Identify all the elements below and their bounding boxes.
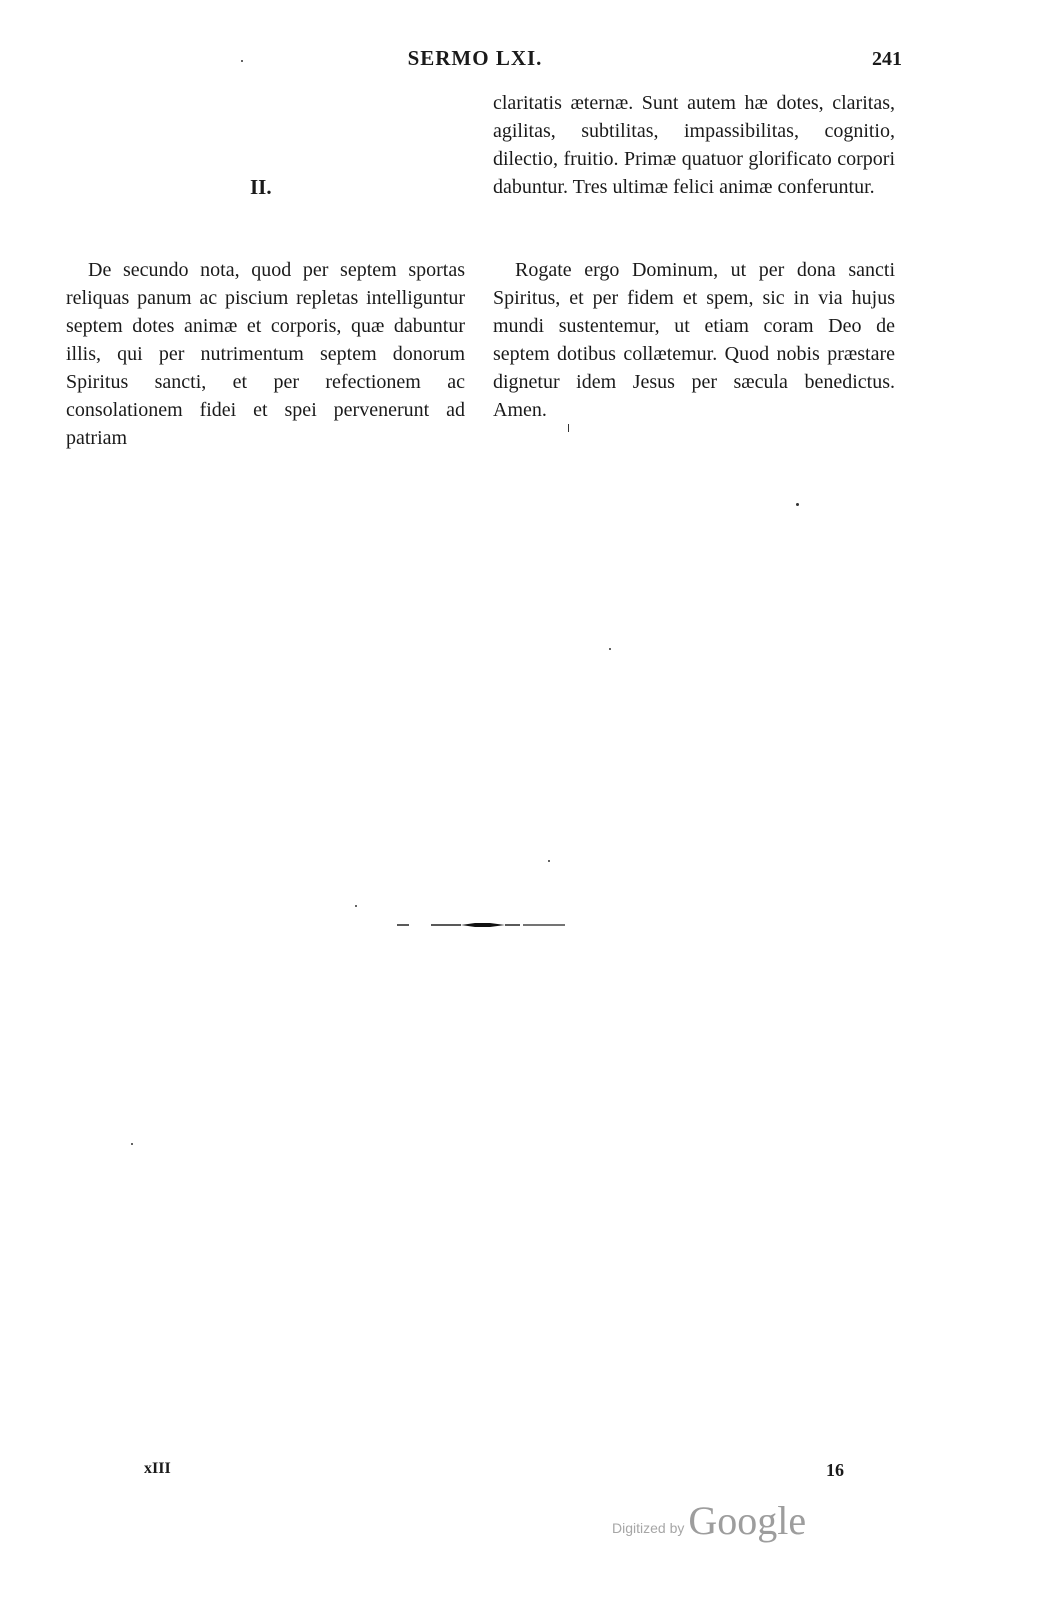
ink-speck [568, 424, 569, 432]
ink-speck [241, 60, 243, 62]
ink-speck [609, 648, 611, 650]
section-numeral: II. [250, 175, 272, 199]
ink-speck [548, 860, 550, 862]
page-number: 241 [872, 48, 902, 70]
gathering-number: 16 [826, 1460, 844, 1480]
ink-speck [796, 503, 799, 506]
digitized-by-text: Digitized by [612, 1520, 685, 1536]
end-ornament [395, 918, 570, 932]
left-column-paragraph: De secundo nota, quod per septem sportas reliquas panum ac piscium repletas intelliguntur septem dotes animæ et corporis, quæ dabuntur illis, qui per nutrimentum septem donorum Spiritus sancti, et per refectionem ac consolationem fidei et spei pervenerunt ad patriam [66, 259, 465, 449]
right-column-closing-paragraph: Rogate ergo Dominum, ut per dona sancti Spiritus, et per fidem et spem, sic in via hujus mundi sustentemur, ut etiam coram Deo de septem dotibus collætemur. Quod nobis præstare dignetur idem Jesus per sæcula benedictus. Amen. [493, 259, 895, 421]
ink-speck [131, 1143, 133, 1145]
google-logo: Google [688, 1498, 807, 1543]
signature-mark: xIII [144, 1460, 171, 1477]
right-column-top-paragraph: claritatis æternæ. Sunt autem hæ dotes, claritas, agilitas, subtilitas, impassibilitas, cognitio, dilectio, fruitio. Primæ quatuor glorificato corpori dabuntur. Tres ultimæ felici animæ conferuntur. [493, 92, 895, 198]
digitized-watermark [612, 1496, 806, 1546]
ink-speck [355, 905, 357, 907]
running-title: SERMO LXI. [407, 46, 543, 70]
